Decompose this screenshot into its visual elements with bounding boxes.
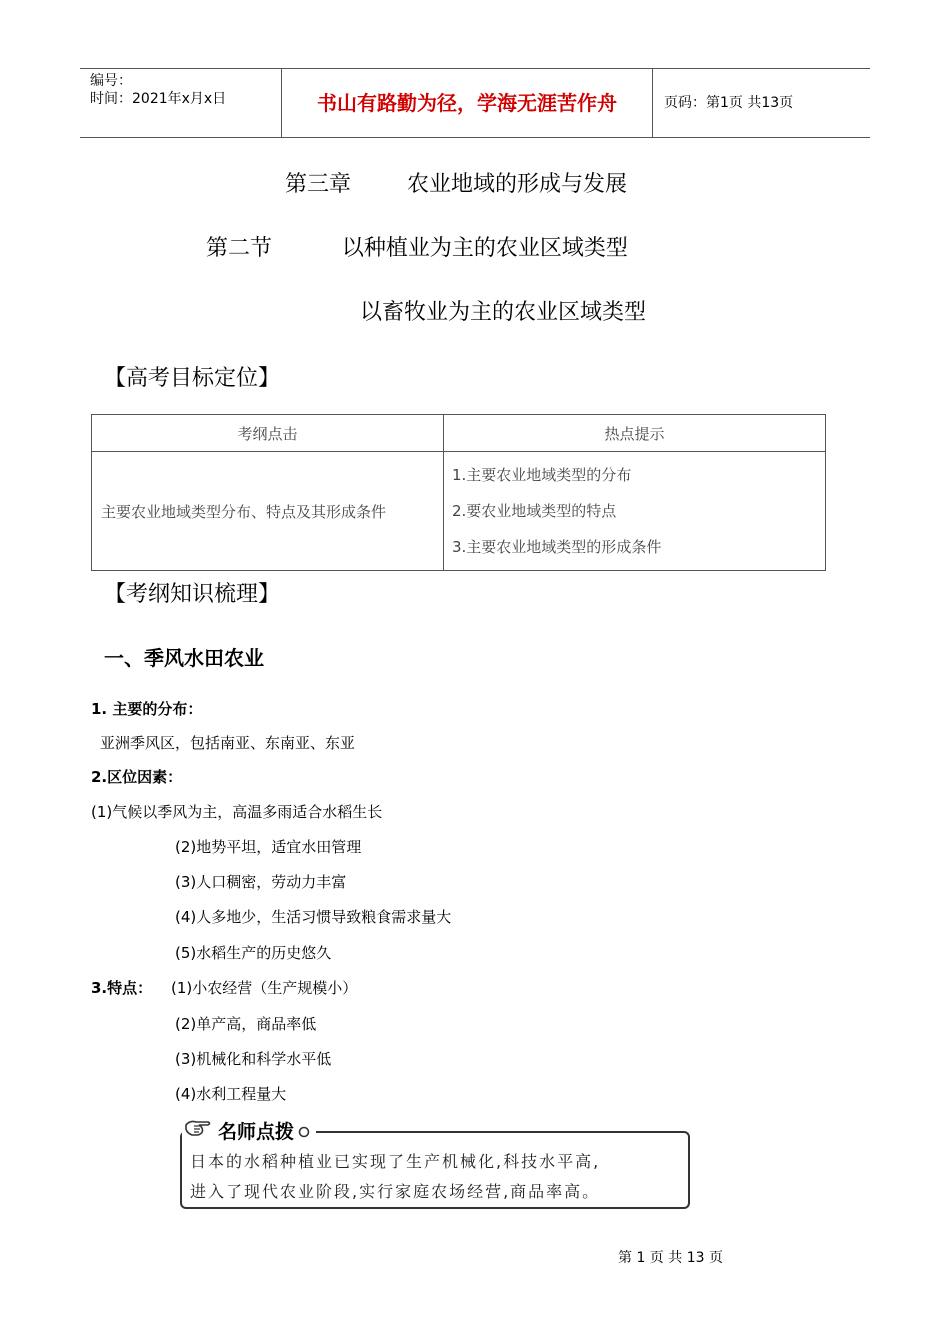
feature-item: (3)机械化和科学水平低	[175, 1050, 332, 1068]
page-header	[80, 68, 870, 138]
tip-line: 日本的水稻种植业已实现了生产机械化,科技水平高,	[190, 1152, 601, 1171]
table-header: 热点提示	[444, 415, 826, 452]
header-meta	[80, 69, 281, 137]
heading-knowledge: 【考纲知识梳理】	[104, 582, 281, 607]
distribution-label: 1. 主要的分布：	[91, 700, 203, 718]
table-row	[92, 452, 826, 571]
chapter-title: 第三章 农业地域的形成与发展	[285, 172, 627, 197]
section-title-line1: 第二节 以种植业为主的农业区域类型	[206, 236, 628, 261]
list-item: 3.主要农业地域类型的形成条件	[452, 538, 662, 556]
table-header-row	[92, 415, 826, 452]
target-table	[91, 414, 826, 571]
page-footer: 第 1 页 共 13 页	[618, 1250, 723, 1266]
feature-item: (2)单产高，商品率低	[175, 1015, 317, 1033]
table-header: 考纲点击	[92, 415, 444, 452]
teacher-tip-box	[178, 1117, 690, 1209]
factor-item: (3)人口稠密，劳动力丰富	[175, 873, 347, 891]
features-label: 3.特点：	[91, 979, 153, 997]
list-item: 1.主要农业地域类型的分布	[452, 466, 632, 484]
feature-item: (4)水利工程量大	[175, 1085, 287, 1103]
list-item: 2.要农业地域类型的特点	[452, 502, 617, 520]
factor-item: (5)水稻生产的历史悠久	[175, 944, 332, 962]
page-info: 页码：第1页 共13页	[664, 95, 794, 111]
factors-label: 2.区位因素：	[91, 768, 183, 786]
motto: 书山有路勤为径，学海无涯苦作舟	[281, 69, 653, 137]
pointing-hand-icon	[184, 1117, 214, 1146]
tip-header	[182, 1117, 316, 1146]
distribution-text: 亚洲季风区，包括南亚、东南亚、东亚	[100, 734, 356, 752]
section-title-line2: 以畜牧业为主的农业区域类型	[360, 300, 647, 325]
heading-target: 【高考目标定位】	[104, 366, 281, 391]
factor-item: (2)地势平坦，适宜水田管理	[175, 838, 362, 856]
number-label: 编号：	[90, 73, 132, 89]
time-label: 时间：2021年x月x日	[90, 91, 227, 107]
hot-points-cell	[444, 452, 826, 571]
subheading-monsoon-paddy: 一、季风水田农业	[104, 646, 264, 670]
tip-line: 进入了现代农业阶段,实行家庭农场经营,商品率高。	[190, 1182, 601, 1201]
circle-icon	[298, 1119, 310, 1145]
tip-text	[190, 1147, 600, 1207]
tip-label: 名师点拨	[218, 1120, 295, 1143]
factor-item: (4)人多地少，生活习惯导致粮食需求量大	[175, 908, 452, 926]
feature-item: (1)小农经营（生产规模小）	[171, 979, 358, 997]
table-cell: 主要农业地域类型分布、特点及其形成条件	[92, 452, 444, 571]
factor-item: (1)气候以季风为主，高温多雨适合水稻生长	[91, 803, 383, 821]
